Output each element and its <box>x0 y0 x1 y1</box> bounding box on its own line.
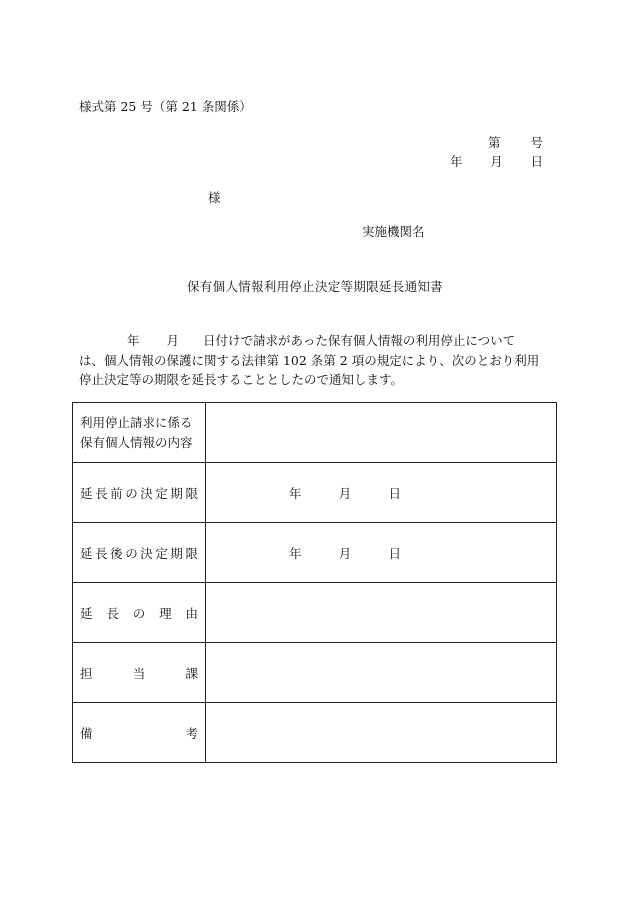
agency-name-label: 実施機関名 <box>362 224 425 239</box>
extension-reason-value <box>206 583 557 643</box>
label-char: 延 <box>80 485 93 501</box>
body-line-1 <box>79 331 545 351</box>
extension-reason-label <box>73 583 206 643</box>
addressee-honorific: 様 <box>208 190 221 205</box>
label-char: 考 <box>185 725 198 741</box>
request-content-label-line-2: 保有個人情報の内容 <box>80 434 193 450</box>
label-char: 後 <box>110 545 123 561</box>
label-char: 担 <box>80 665 93 681</box>
deadline-before-year: 年 <box>289 485 302 501</box>
label-char: 延 <box>80 545 93 561</box>
table-row <box>73 463 557 523</box>
deadline-after-day: 日 <box>388 545 401 561</box>
label-char: の <box>125 545 138 561</box>
table-row <box>73 703 557 763</box>
label-char: 長 <box>95 485 108 501</box>
deadline-before-month: 月 <box>338 485 352 501</box>
label-char: 定 <box>155 545 168 561</box>
table-row <box>73 643 557 703</box>
deadline-after-value <box>206 523 557 583</box>
body-year: 年 <box>127 333 140 348</box>
deadline-after-label <box>73 523 206 583</box>
table-row <box>73 403 557 463</box>
body-line-3: 停止決定等の期限を延長することとしたので通知します。 <box>79 372 404 387</box>
request-content-label-line-1: 利用停止請求に係る <box>80 414 193 430</box>
notice-details-table <box>72 402 557 763</box>
issue-year: 年 <box>450 154 463 169</box>
label-char: 理 <box>159 605 172 621</box>
table-row <box>73 523 557 583</box>
form-number: 様式第 25 号（第 21 条関係） <box>79 99 252 114</box>
label-char: 決 <box>140 545 153 561</box>
label-char: の <box>132 605 146 621</box>
deadline-before-value <box>206 463 557 523</box>
responsible-section-value <box>206 643 557 703</box>
number-prefix: 第 <box>488 135 501 150</box>
document-title: 保有個人情報利用停止決定等期限延長通知書 <box>186 279 443 294</box>
issue-day: 日 <box>530 154 543 169</box>
label-char: 期 <box>170 545 183 561</box>
body-month: 月 <box>166 333 180 348</box>
notice-body <box>79 331 545 390</box>
label-char: 決 <box>140 485 153 501</box>
body-line-1-text: 日付けで請求があった保有個人情報の利用停止について <box>203 333 516 348</box>
responsible-section-label <box>73 643 206 703</box>
label-char: 課 <box>185 665 198 681</box>
deadline-after-year: 年 <box>289 545 302 561</box>
label-char: 限 <box>185 545 198 561</box>
body-line-2: は、個人情報の保護に関する法律第 102 条第 2 項の規定により、次のとおり利用 <box>79 352 540 368</box>
number-suffix: 号 <box>530 135 543 150</box>
label-char: 前 <box>110 485 123 501</box>
label-char: の <box>125 485 138 501</box>
deadline-before-label <box>73 463 206 523</box>
table-row <box>73 583 557 643</box>
label-char: 限 <box>185 485 198 501</box>
deadline-before-day: 日 <box>388 485 401 501</box>
request-content-label <box>73 403 206 463</box>
deadline-after-month: 月 <box>338 545 352 561</box>
document-number-line <box>488 133 543 151</box>
remarks-label <box>73 703 206 763</box>
label-char: 当 <box>132 665 146 681</box>
label-char: 備 <box>80 725 93 741</box>
label-char: 長 <box>106 605 119 621</box>
label-char: 期 <box>170 485 183 501</box>
issue-date-line <box>450 152 543 170</box>
label-char: 延 <box>80 605 93 621</box>
label-char: 長 <box>95 545 108 561</box>
issue-month: 月 <box>490 154 503 169</box>
label-char: 由 <box>185 605 198 621</box>
label-char: 定 <box>155 485 168 501</box>
remarks-value <box>206 703 557 763</box>
request-content-value <box>206 403 557 463</box>
